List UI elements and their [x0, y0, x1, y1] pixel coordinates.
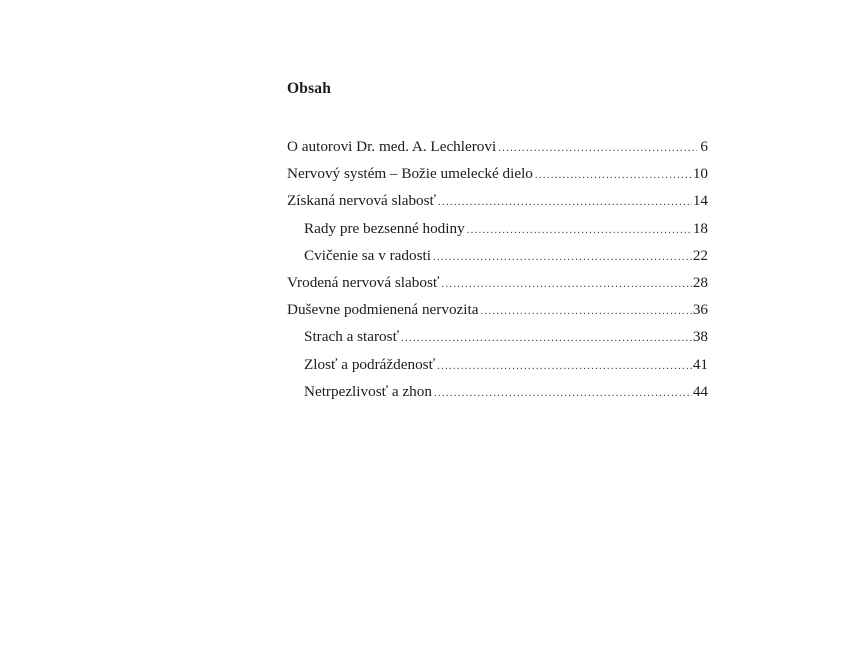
toc-heading: Obsah: [287, 80, 332, 97]
table-of-contents: [287, 133, 708, 405]
toc-entry-page: 22: [692, 246, 708, 264]
toc-entry-page: 14: [692, 192, 708, 210]
toc-entry: [287, 296, 708, 323]
toc-subentry: [287, 323, 708, 350]
toc-entry-page: 18: [692, 219, 708, 237]
toc-entry-page: 41: [692, 355, 708, 373]
toc-entry-title: Strach a starosť: [304, 328, 400, 346]
toc-dot-leader: [480, 298, 691, 325]
toc-dot-leader: [467, 217, 692, 244]
toc-entry-title: Zlosť a podráždenosť: [304, 355, 436, 373]
toc-entry-title: Nervový systém – Božie umelecké dielo: [287, 165, 533, 183]
toc-entry-title: Vrodená nervová slabosť: [287, 273, 440, 291]
toc-dot-leader: [441, 271, 691, 298]
toc-entry-page: 44: [692, 382, 708, 400]
toc-entry-title: Cvičenie sa v radosti: [304, 246, 431, 264]
toc-subentry: [287, 351, 708, 378]
toc-dot-leader: [401, 325, 692, 352]
toc-dot-leader: [535, 162, 692, 189]
toc-dot-leader: [498, 135, 697, 162]
toc-entry-page: 10: [692, 165, 708, 183]
toc-entry-title: Rady pre bezsenné hodiny: [304, 219, 465, 237]
toc-entry-page: 28: [692, 273, 708, 291]
toc-entry: [287, 133, 708, 160]
toc-subentry: [287, 378, 708, 405]
toc-entry-title: Duševne podmienená nervozita: [287, 301, 479, 319]
toc-entry-title: O autorovi Dr. med. A. Lechlerovi: [287, 138, 497, 155]
toc-dot-leader: [433, 244, 692, 271]
toc-dot-leader: [437, 353, 692, 380]
toc-entry-page: 6: [700, 138, 708, 155]
toc-entry: [287, 187, 708, 214]
toc-entry: [287, 269, 708, 296]
toc-entry-title: Netrpezlivosť a zhon: [304, 382, 432, 400]
toc-entry-title: Získaná nervová slabosť: [287, 192, 437, 210]
toc-dot-leader: [434, 380, 692, 407]
toc-subentry: [287, 242, 708, 269]
toc-entry: [287, 160, 708, 187]
toc-entry-page: 38: [692, 328, 708, 346]
toc-dot-leader: [438, 189, 692, 216]
toc-subentry: [287, 215, 708, 242]
toc-entry-page: 36: [692, 301, 708, 319]
